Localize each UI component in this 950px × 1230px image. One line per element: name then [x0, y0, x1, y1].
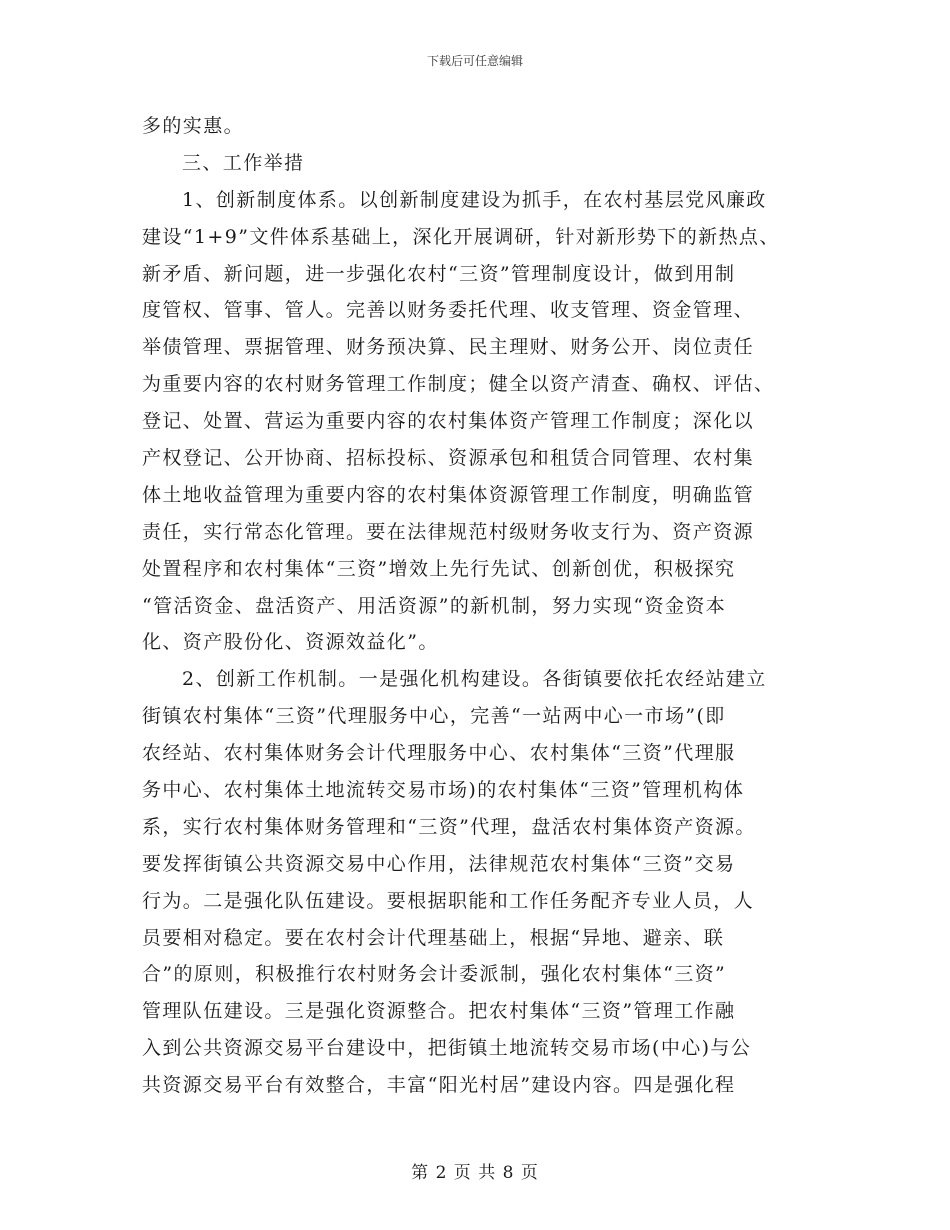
- text-line: 建设“1+9”文件体系基础上，深化开展调研，针对新形势下的新热点、: [142, 225, 780, 248]
- paragraph-start: 2、创新工作机制。一是强化机构建设。各街镇要依托农经站建立: [182, 668, 767, 691]
- text-line: 登记、处置、营运为重要内容的农村集体资产管理工作制度；深化以: [142, 410, 755, 433]
- text-line: 务中心、农村集体土地流转交易市场)的农村集体“三资”管理机构体: [142, 779, 745, 802]
- text-line: 管理队伍建设。三是强化资源整合。把农村集体“三资”管理工作融: [142, 1000, 736, 1023]
- section-heading: 三、工作举措: [182, 151, 305, 174]
- text-line: “管活资金、盘活资产、用活资源”的新机制，努力实现“资金资本: [142, 594, 727, 617]
- text-line: 多的实惠。: [142, 115, 245, 137]
- page-footer: 第 2 页 共 8 页: [411, 1163, 539, 1183]
- document-body: [142, 108, 812, 1104]
- text-line: 责任，实行常态化管理。要在法律规范村级财务收支行为、资产资源: [142, 520, 755, 543]
- text-line: 举债管理、票据管理、财务预决算、民主理财、财务公开、岗位责任: [142, 336, 755, 359]
- text-line: 产权登记、公开协商、招标投标、资源承包和租赁合同管理、农村集: [142, 447, 755, 470]
- text-line: 为重要内容的农村财务管理工作制度；健全以资产清查、确权、评估、: [142, 373, 775, 396]
- page-header: 下载后可任意编辑: [426, 54, 523, 68]
- paragraph-start: 1、创新制度体系。以创新制度建设为抓手，在农村基层党风廉政: [182, 188, 767, 211]
- text-line: 街镇农村集体“三资”代理服务中心，完善“一站两中心一市场”(即: [142, 705, 726, 728]
- text-line: 行为。二是强化队伍建设。要根据职能和工作任务配齐专业人员，人: [142, 889, 755, 912]
- text-line: 农经站、农村集体财务会计代理服务中心、农村集体“三资”代理服: [142, 742, 736, 765]
- text-line: 化、资产股份化、资源效益化”。: [142, 631, 439, 654]
- text-line: 新矛盾、新问题，进一步强化农村“三资”管理制度设计，做到用制: [142, 262, 736, 285]
- text-line: 要发挥街镇公共资源交易中心作用，法律规范农村集体“三资”交易: [142, 852, 736, 875]
- text-line: 员要相对稳定。要在农村会计代理基础上，根据“异地、避亲、联: [142, 926, 725, 949]
- text-line: 体土地收益管理为重要内容的农村集体资源管理工作制度，明确监管: [142, 483, 755, 506]
- text-line: 合”的原则，积极推行农村财务会计委派制，强化农村集体“三资”: [142, 963, 727, 986]
- text-line: 入到公共资源交易平台建设中，把街镇土地流转交易市场(中心)与公: [142, 1037, 752, 1060]
- text-line: 系，实行农村集体财务管理和“三资”代理，盘活农村集体资产资源。: [142, 815, 756, 838]
- text-line: 处置程序和农村集体“三资”增效上先行先试、创新创优，积极探究: [142, 557, 736, 580]
- text-line: 度管权、管事、管人。完善以财务委托代理、收支管理、资金管理、: [142, 299, 755, 322]
- text-line: 共资源交易平台有效整合，丰富“阳光村居”建设内容。四是强化程: [142, 1074, 736, 1097]
